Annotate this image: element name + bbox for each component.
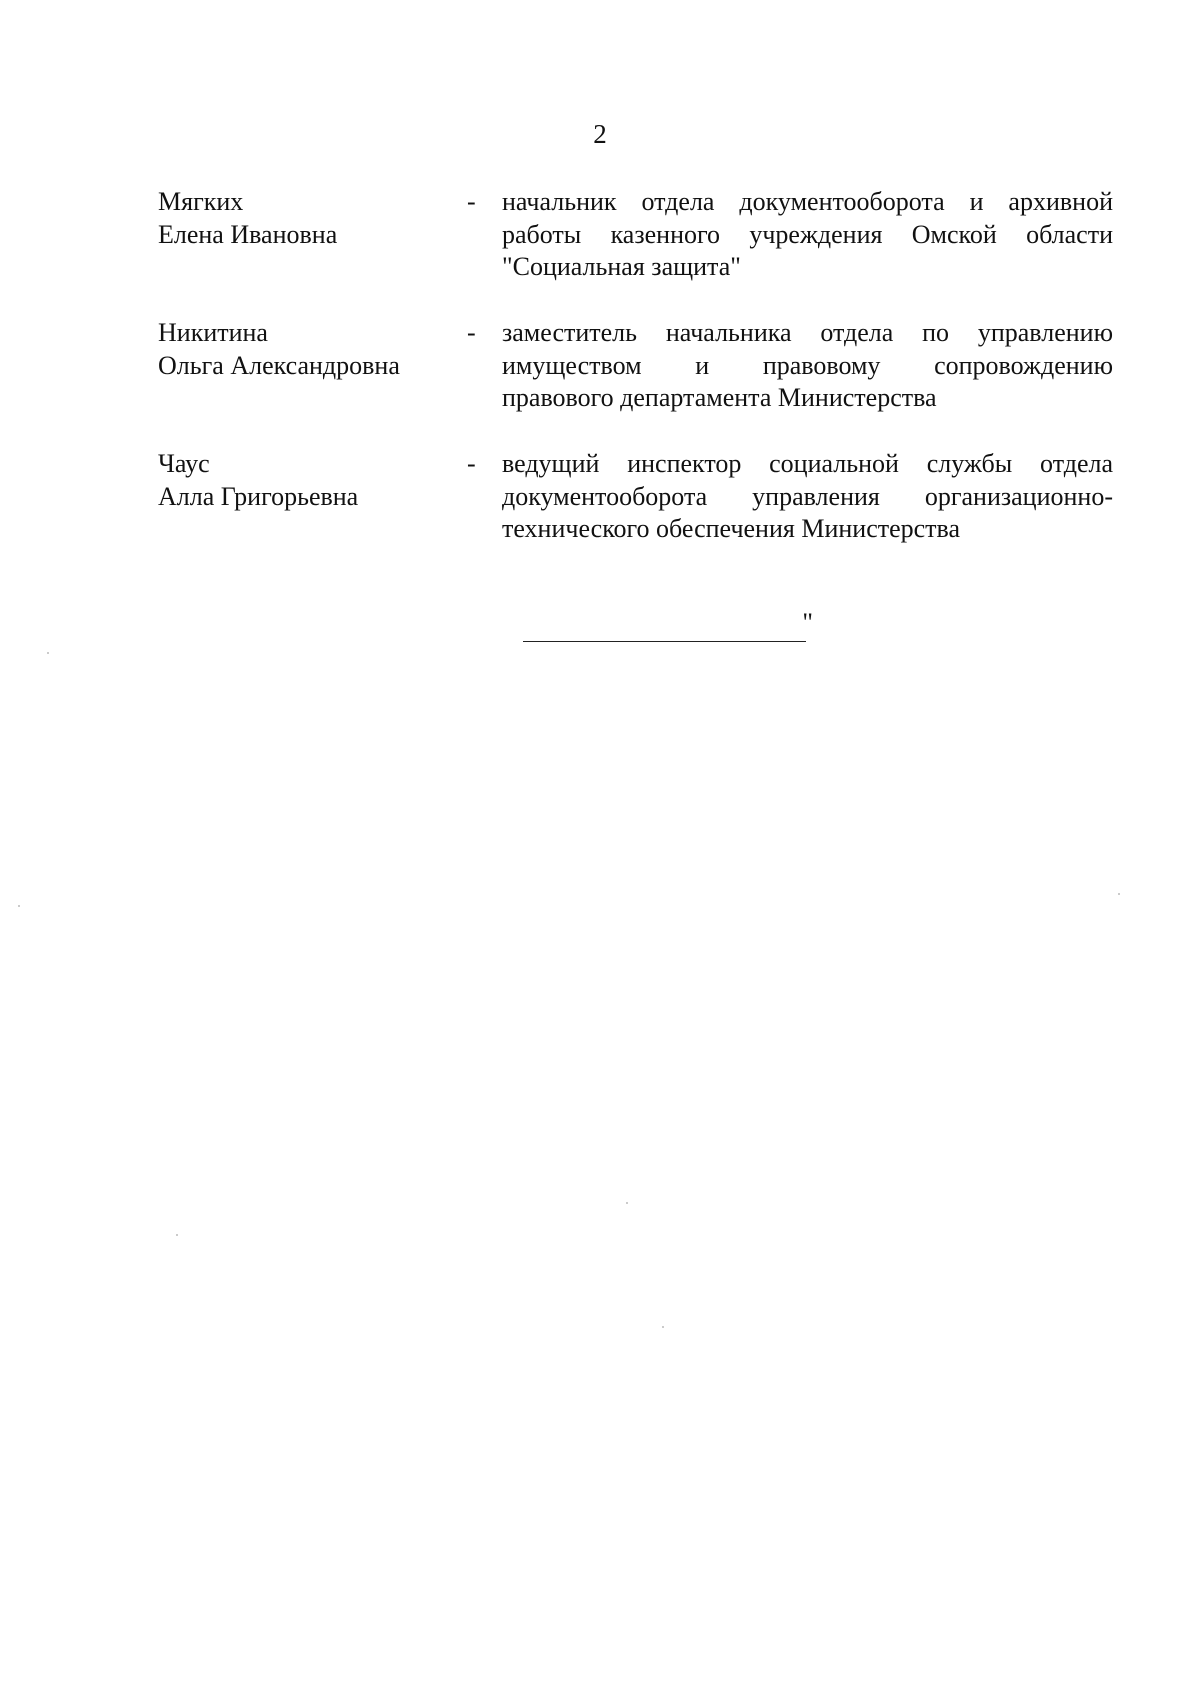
member-name (158, 317, 458, 382)
page-number: 2 (593, 119, 607, 149)
position-line: правового департамента Министерства (502, 383, 937, 412)
member-position (502, 317, 1113, 415)
member-given-names: Ольга Александровна (158, 350, 400, 380)
position-line: заместитель начальника отдела по управлению (502, 318, 1113, 347)
member-surname: Никитина (158, 318, 268, 347)
separator-dash: - (467, 449, 476, 478)
scan-speck (18, 905, 20, 907)
position-line: работы казенного учреждения Омской области (502, 219, 1113, 249)
scan-speck (662, 1326, 664, 1328)
position-line: имуществом и правовому сопровождению (502, 350, 1113, 380)
scan-speck (626, 1202, 628, 1204)
member-given-names: Алла Григорьевна (158, 481, 359, 511)
member-name (158, 448, 458, 513)
member-position (502, 186, 1113, 284)
closing-rule (523, 641, 806, 642)
scan-speck (47, 652, 49, 654)
scan-speck (176, 1234, 178, 1236)
list-item (158, 186, 1113, 317)
member-surname: Мягких (158, 187, 244, 216)
member-name (158, 186, 458, 251)
member-surname: Чаус (158, 449, 210, 478)
separator-dash: - (467, 187, 476, 216)
position-line: технического обеспечения Министерства (502, 514, 961, 543)
member-list (158, 186, 1113, 579)
list-item (158, 448, 1113, 579)
scan-speck (1118, 893, 1120, 895)
closing-quote-mark: " (802, 608, 813, 637)
separator-dash: - (467, 318, 476, 347)
member-position (502, 448, 1113, 546)
member-given-names: Елена Ивановна (158, 219, 338, 249)
list-item (158, 317, 1113, 448)
position-line: ведущий инспектор социальной службы отдела (502, 449, 1113, 478)
position-line: "Социальная защита" (502, 252, 741, 281)
position-line: начальник отдела документооборота и архивной (502, 187, 1113, 216)
position-line: документооборота управления организационно- (502, 481, 1113, 511)
closing-line (523, 608, 813, 644)
